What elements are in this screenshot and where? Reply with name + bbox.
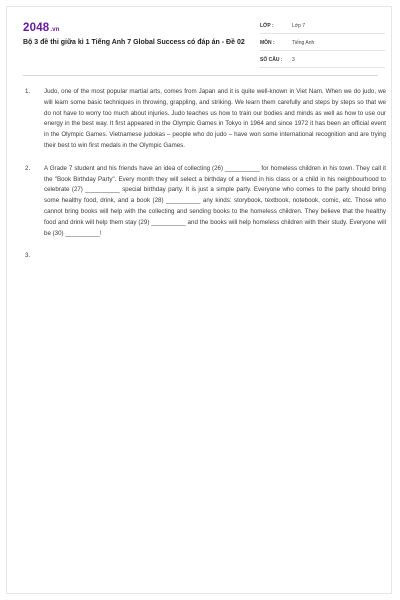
question-list: [23, 87, 386, 260]
meta-key-grade: LỚP :: [260, 23, 274, 29]
meta-key-subject: MÔN :: [260, 40, 275, 46]
document-title: Bộ 3 đề thi giữa kì 1 Tiếng Anh 7 Global Success có đáp án - Đề 02: [23, 39, 245, 46]
question-number: 2.: [25, 164, 31, 172]
document-page: [6, 6, 392, 594]
meta-row-grade: [260, 21, 385, 34]
meta-row-subject: [260, 38, 385, 51]
question-number: 3.: [25, 252, 31, 260]
site-logo[interactable]: [23, 21, 60, 37]
document-meta: [260, 21, 385, 72]
question-number: 1.: [25, 88, 31, 95]
meta-value-subject: Tiếng Anh: [292, 40, 315, 46]
header-divider: [23, 75, 378, 76]
document-header: [23, 21, 383, 69]
question-item: [23, 164, 386, 240]
meta-row-question-count: [260, 55, 385, 68]
question-text: A Grade 7 student and his friends have an idea of collecting (26) __________ for homeless children in his town. They call it the "Book Birthday Party". Every month they will select a birthday of a friend in his class or a child in his neighbourhood to celebrate (27) __________ special birthday party. It is just a simple party. Everyone who comes to the party should bring some healthy food, drink, and a book (28) __________ any kinds: storybook, textbook, notebook, comic, etc. Those who cannot bring books will help with the collecting and sending books to the homeless children. They believe that the healthy food and drink will help them stay (29) __________ and the books will help homeless children with their study. Everyone will be (30) __________!: [44, 164, 386, 237]
logo-main-text: 2048: [23, 22, 50, 34]
question-item: [23, 87, 386, 152]
meta-key-question-count: SỐ CÂU :: [260, 57, 283, 63]
question-text: Judo, one of the most popular martial arts, comes from Japan and it is quite well-known in Viet Nam. When we do judo, we will learn some basic techniques in throwing, grappling, and striking. We learn them carefully and steps by steps so that we do not have to worry too much about injuries. Judo teaches us how to train our bodies and minds as well as how to use our energy in the best way. It first appeared in the Olympic Games in Tokyo in 1964 and since 1972 it has been an official event in the Olympic Games. Vietnamese judokas – people who do judo – have won some international recognition and are trying their best to win first medals in the Olympic Games.: [44, 88, 386, 149]
meta-value-question-count: 3: [292, 57, 295, 63]
meta-value-grade: Lớp 7: [292, 23, 306, 29]
logo-suffix-text: .vn: [50, 27, 60, 33]
